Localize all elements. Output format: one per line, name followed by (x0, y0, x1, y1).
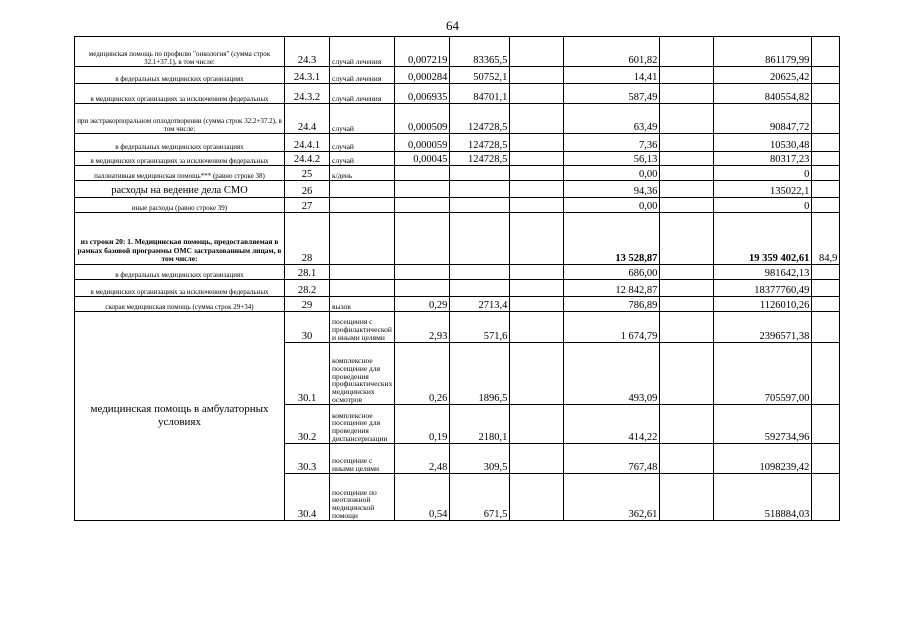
cell-c2 (450, 280, 510, 297)
cell-c1: 2,48 (395, 444, 450, 474)
cell-c6: 80317,23 (714, 152, 812, 166)
row-unit (330, 198, 395, 213)
cell-c2 (450, 265, 510, 280)
row-unit: к/день (330, 166, 395, 181)
cell-c4: 94,36 (564, 181, 660, 198)
cell-c4: 686,00 (564, 265, 660, 280)
cell-c6: 90847,72 (714, 104, 812, 134)
cell-c4: 493,09 (564, 343, 660, 405)
cell-c5 (660, 265, 714, 280)
row-name: иные расходы (равно строке 39) (75, 198, 285, 213)
cell-c5 (660, 84, 714, 104)
cell-c3 (510, 297, 564, 312)
cell-c6: 840554,82 (714, 84, 812, 104)
ambulatory-label: медицинская помощь в амбулаторных условиях (75, 312, 285, 521)
row-name: в федеральных медицинских организациях (75, 265, 285, 280)
cell-c1: 0,54 (395, 474, 450, 521)
cell-c1 (395, 280, 450, 297)
row-unit: комплексное посещение для проведения диспансеризации (330, 405, 395, 444)
cell-c2: 2180,1 (450, 405, 510, 444)
cell-c2: 571,6 (450, 312, 510, 343)
row-name: в федеральных медицинских организациях (75, 134, 285, 152)
row-unit: вызов (330, 297, 395, 312)
cell-c7 (812, 280, 840, 297)
cell-c3 (510, 134, 564, 152)
table-row (75, 104, 840, 134)
cell-c7 (812, 104, 840, 134)
cell-c6: 0 (714, 198, 812, 213)
cell-c5 (660, 198, 714, 213)
row-unit (330, 265, 395, 280)
cell-c5 (660, 474, 714, 521)
cell-c7 (812, 152, 840, 166)
cell-c7 (812, 166, 840, 181)
cell-c7 (812, 474, 840, 521)
row-name: в медицинских организациях за исключением федеральных (75, 152, 285, 166)
cell-c5 (660, 104, 714, 134)
cell-c4: 414,22 (564, 405, 660, 444)
cell-c3 (510, 181, 564, 198)
cell-c2: 84701,1 (450, 84, 510, 104)
cell-c3 (510, 84, 564, 104)
row-name: в медицинских организациях за исключением федеральных (75, 84, 285, 104)
cell-c4: 0,00 (564, 198, 660, 213)
cell-c6: 10530,48 (714, 134, 812, 152)
cell-c2 (450, 181, 510, 198)
data-table (74, 36, 840, 521)
cell-c2: 671,5 (450, 474, 510, 521)
cell-c2: 309,5 (450, 444, 510, 474)
cell-c1 (395, 166, 450, 181)
cell-c7 (812, 67, 840, 84)
cell-c1: 0,26 (395, 343, 450, 405)
table-row (75, 265, 840, 280)
row-code: 30.3 (285, 444, 330, 474)
cell-c3 (510, 37, 564, 67)
row-name: паллиативная медицинская помощь*** (равно строке 38) (75, 166, 285, 181)
table-row (75, 213, 840, 265)
row-name: в медицинских организациях за исключением федеральных (75, 280, 285, 297)
cell-c1: 0,29 (395, 297, 450, 312)
cell-c2: 124728,5 (450, 104, 510, 134)
row-name: расходы на ведение дела СМО (75, 181, 285, 198)
row-code: 24.4 (285, 104, 330, 134)
cell-c7 (812, 37, 840, 67)
cell-c5 (660, 37, 714, 67)
cell-c5 (660, 152, 714, 166)
cell-c7 (812, 198, 840, 213)
cell-c6: 20625,42 (714, 67, 812, 84)
row-unit: случай лечения (330, 84, 395, 104)
cell-c5 (660, 67, 714, 84)
cell-c6: 861179,99 (714, 37, 812, 67)
cell-c7 (812, 343, 840, 405)
cell-c7 (812, 265, 840, 280)
table-row (75, 280, 840, 297)
row-code: 24.4.1 (285, 134, 330, 152)
row-code: 28.2 (285, 280, 330, 297)
table-row (75, 312, 840, 343)
cell-c6: 592734,96 (714, 405, 812, 444)
cell-c3 (510, 265, 564, 280)
cell-c4: 12 842,87 (564, 280, 660, 297)
cell-c3 (510, 198, 564, 213)
cell-c6: 135022,1 (714, 181, 812, 198)
cell-c6: 981642,13 (714, 265, 812, 280)
cell-c3 (510, 312, 564, 343)
row-code: 24.3.2 (285, 84, 330, 104)
cell-c1: 0,000509 (395, 104, 450, 134)
cell-c3 (510, 405, 564, 444)
row-name: медицинская помощь по профилю "онкология" (сумма строк 32.1+37.1), в том числе: (75, 37, 285, 67)
cell-c6: 705597,00 (714, 343, 812, 405)
table-row (75, 37, 840, 67)
cell-c2: 124728,5 (450, 134, 510, 152)
cell-c6: 0 (714, 166, 812, 181)
cell-c4: 767,48 (564, 444, 660, 474)
cell-c5 (660, 343, 714, 405)
cell-c2 (450, 198, 510, 213)
cell-c3 (510, 67, 564, 84)
row-unit: случай (330, 104, 395, 134)
page-number: 64 (446, 18, 459, 33)
cell-c1 (395, 181, 450, 198)
cell-c6: 2396571,38 (714, 312, 812, 343)
cell-c2 (450, 213, 510, 265)
cell-c4: 0,00 (564, 166, 660, 181)
row-name: при экстракорпоральном оплодотворении (сумма строк 32.2+37.2), в том числе: (75, 104, 285, 134)
table-row (75, 67, 840, 84)
cell-c2 (450, 166, 510, 181)
cell-c5 (660, 297, 714, 312)
row-unit: посещение с иными целями (330, 444, 395, 474)
cell-c4: 7,36 (564, 134, 660, 152)
cell-c7 (812, 444, 840, 474)
cell-c1 (395, 265, 450, 280)
cell-c5 (660, 312, 714, 343)
table-row (75, 84, 840, 104)
cell-c7 (812, 134, 840, 152)
row-unit (330, 213, 395, 265)
cell-c1: 0,000059 (395, 134, 450, 152)
cell-c4: 1 674,79 (564, 312, 660, 343)
cell-c3 (510, 444, 564, 474)
row-code: 24.4.2 (285, 152, 330, 166)
row-unit (330, 280, 395, 297)
row-code: 25 (285, 166, 330, 181)
row-unit: случай (330, 134, 395, 152)
table-row (75, 152, 840, 166)
row-code: 24.3 (285, 37, 330, 67)
row-unit: посещение по неотложной медицинской помощи (330, 474, 395, 521)
cell-c5 (660, 181, 714, 198)
cell-c6: 19 359 402,61 (714, 213, 812, 265)
cell-c3 (510, 152, 564, 166)
cell-c7: 84,9 (812, 213, 840, 265)
row-name: в федеральных медицинских организациях (75, 67, 285, 84)
cell-c1: 0,006935 (395, 84, 450, 104)
cell-c1: 0,007219 (395, 37, 450, 67)
row-code: 26 (285, 181, 330, 198)
row-code: 30.2 (285, 405, 330, 444)
cell-c4: 786,89 (564, 297, 660, 312)
cell-c1: 2,93 (395, 312, 450, 343)
cell-c3 (510, 343, 564, 405)
cell-c4: 13 528,87 (564, 213, 660, 265)
cell-c4: 63,49 (564, 104, 660, 134)
cell-c4: 56,13 (564, 152, 660, 166)
cell-c7 (812, 84, 840, 104)
table-row (75, 134, 840, 152)
row-unit: посещения с профилактической и иными целями (330, 312, 395, 343)
cell-c1 (395, 198, 450, 213)
row-code: 28.1 (285, 265, 330, 280)
row-code: 30.1 (285, 343, 330, 405)
row-unit: случай лечения (330, 67, 395, 84)
row-unit: случай (330, 152, 395, 166)
cell-c3 (510, 104, 564, 134)
cell-c1: 0,19 (395, 405, 450, 444)
cell-c4: 587,49 (564, 84, 660, 104)
cell-c7 (812, 181, 840, 198)
cell-c6: 18377760,49 (714, 280, 812, 297)
cell-c6: 518884,03 (714, 474, 812, 521)
cell-c7 (812, 312, 840, 343)
cell-c2: 50752,1 (450, 67, 510, 84)
cell-c6: 1126010,26 (714, 297, 812, 312)
row-name: скорая медицинская помощь (сумма строк 29+34) (75, 297, 285, 312)
cell-c2: 83365,5 (450, 37, 510, 67)
table-row (75, 198, 840, 213)
row-unit (330, 181, 395, 198)
cell-c5 (660, 134, 714, 152)
cell-c3 (510, 213, 564, 265)
cell-c5 (660, 166, 714, 181)
table-row (75, 297, 840, 312)
cell-c7 (812, 297, 840, 312)
cell-c5 (660, 213, 714, 265)
cell-c5 (660, 280, 714, 297)
cell-c7 (812, 405, 840, 444)
cell-c4: 14,41 (564, 67, 660, 84)
row-name: из строки 20: 1. Медицинская помощь, предоставляемая в рамках базовой программы ОМС застрахованным лицам, в том числе: (75, 213, 285, 265)
row-code: 29 (285, 297, 330, 312)
cell-c4: 601,82 (564, 37, 660, 67)
cell-c3 (510, 280, 564, 297)
row-code: 30.4 (285, 474, 330, 521)
row-code: 30 (285, 312, 330, 343)
cell-c6: 1098239,42 (714, 444, 812, 474)
row-code: 24.3.1 (285, 67, 330, 84)
cell-c1 (395, 213, 450, 265)
cell-c4: 362,61 (564, 474, 660, 521)
cell-c1: 0,000284 (395, 67, 450, 84)
cell-c2: 2713,4 (450, 297, 510, 312)
row-code: 28 (285, 213, 330, 265)
cell-c5 (660, 405, 714, 444)
table-row (75, 166, 840, 181)
cell-c2: 124728,5 (450, 152, 510, 166)
row-unit: комплексное посещение для проведения профилактических медицинских осмотров (330, 343, 395, 405)
cell-c5 (660, 444, 714, 474)
cell-c2: 1896,5 (450, 343, 510, 405)
row-code: 27 (285, 198, 330, 213)
cell-c3 (510, 166, 564, 181)
cell-c1: 0,00045 (395, 152, 450, 166)
table-row (75, 181, 840, 198)
row-unit: случай лечения (330, 37, 395, 67)
cell-c3 (510, 474, 564, 521)
